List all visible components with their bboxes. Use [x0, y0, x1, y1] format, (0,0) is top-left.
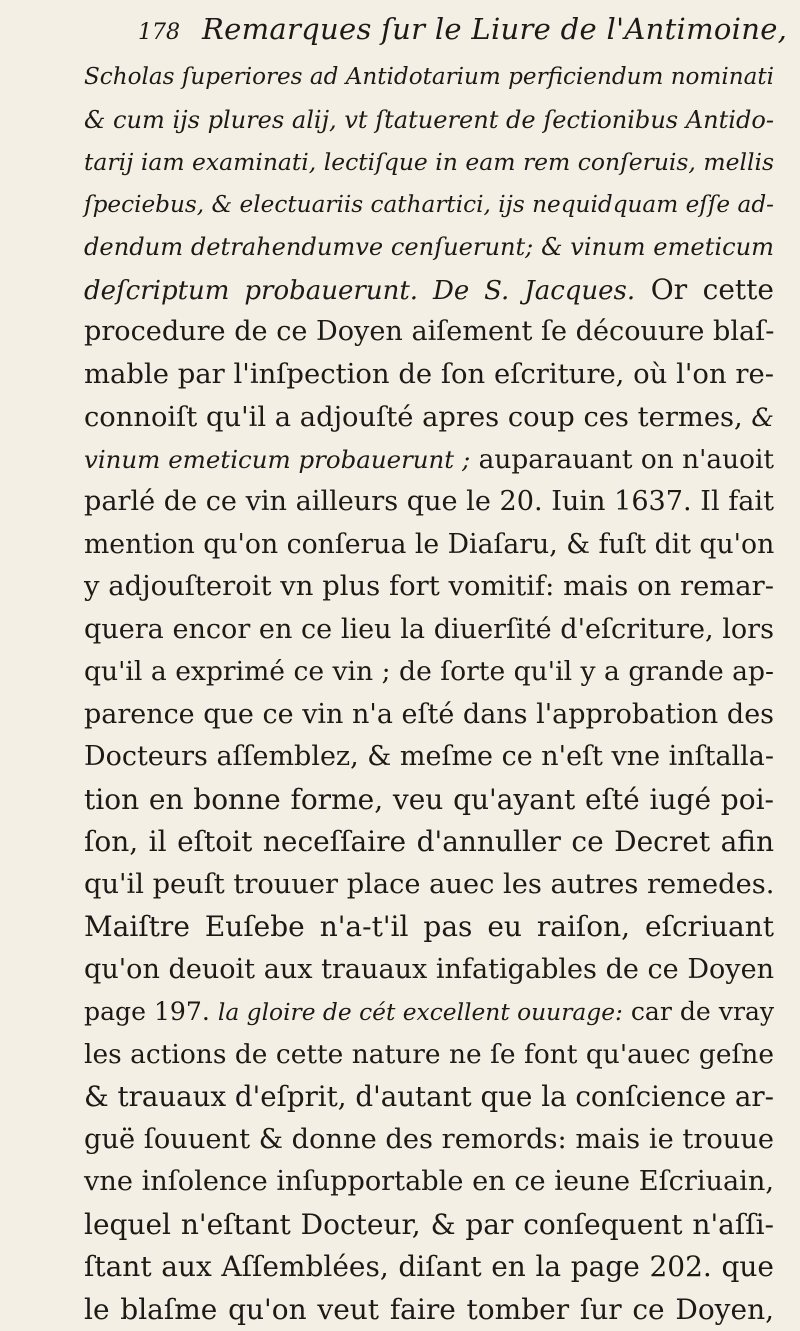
text-line-1: Scholas ſuperiores ad Antidotarium perficiendum nominati — [84, 56, 774, 99]
text-line-3: tarij iam examinati, lectiſque in eam rem conſeruis, mellis — [84, 141, 774, 184]
text-line-6: deſcriptum probauerunt. De S. Jacques. Or cette — [84, 269, 774, 312]
text-line-29: ſtant aux Aſſemblées, diſant en la page 202. que — [84, 1246, 774, 1289]
text-line-10: vinum emeticum probauerunt ; auparauant on n'auoit — [84, 439, 774, 482]
text-line-16: parence que ce vin n'a eſté dans l'approbation des — [84, 694, 774, 737]
text-line-23: page 197. la gloire de cét excellent ouurage: car de vray — [84, 991, 774, 1034]
text-line-30: le blaſme qu'on veut faire tomber ſur ce Doyen, — [84, 1289, 774, 1331]
text-line-24: les actions de cette nature ne ſe font qu'auec geſne — [84, 1034, 774, 1077]
text-line-9: connoiſt qu'il a adjouſté apres coup ces termes, & — [84, 396, 774, 439]
text-line-14: quera encor en ce lieu la diuerſité d'eſcriture, lors — [84, 609, 774, 652]
text-line-26: guë ſouuent & donne des remords: mais ie trouue — [84, 1119, 774, 1162]
text-line-15: qu'il a exprimé ce vin ; de ſorte qu'il y a grande ap- — [84, 651, 774, 694]
latin-quote: deſcriptum probauerunt. De S. Jacques. — [84, 276, 635, 306]
text-line-13: y adjouſteroit vn plus fort vomitif: mais on remar- — [84, 566, 774, 609]
text-line-11: parlé de ce vin ailleurs que le 20. Iuin 1637. Il fait — [84, 481, 774, 524]
text-line-5: dendum detrahendumve cenſuerunt; & vinum emeticum — [84, 226, 774, 269]
text-line-17: Docteurs aſſemblez, & meſme ce n'eſt vne inſtalla- — [84, 736, 774, 779]
page-header — [50, 0, 770, 56]
text-line-18: tion en bonne forme, veu qu'ayant eſté iugé poi- — [84, 779, 774, 822]
quoted-phrase: la gloire de cét excellent ouurage: — [218, 998, 623, 1026]
text-line-19: ſon, il eſtoit neceſſaire d'annuller ce Decret afin — [84, 821, 774, 864]
text-line-27: vne inſolence inſupportable en ce ieune Eſcriuain, — [84, 1161, 774, 1204]
text-line-25: & trauaux d'eſprit, d'autant que la conſcience ar- — [84, 1076, 774, 1119]
text-line-7: procedure de ce Doyen aiſement ſe découure blaſ- — [84, 311, 774, 354]
text-line-28: lequel n'eſtant Docteur, & par conſequent n'aſſi- — [84, 1204, 774, 1247]
text-line-2: & cum ijs plures alij, vt ſtatuerent de ſectionibus Antido- — [84, 99, 774, 142]
running-title: Remarques ſur le Liure de l'Antimoine, — [202, 12, 787, 46]
text-line-8: mable par l'inſpection de ſon eſcriture, où l'on re- — [84, 354, 774, 397]
latin-quote: vinum emeticum probauerunt ; — [84, 445, 470, 474]
text-line-4: ſpeciebus, & electuariis cathartici, ijs nequidquam eſſe ad- — [84, 184, 774, 227]
text-line-12: mention qu'on conſerua le Diaſaru, & fuſt dit qu'on — [84, 524, 774, 567]
text-line-21: Maiſtre Euſebe n'a-t'il pas eu raiſon, eſcriuant — [84, 906, 774, 949]
body-text — [84, 56, 774, 1331]
text-line-22: qu'on deuoit aux trauaux infatigables de ce Doyen — [84, 949, 774, 992]
page-number: 178 — [138, 20, 180, 45]
text-line-20: qu'il peuſt trouuer place auec les autres remedes. — [84, 864, 774, 907]
